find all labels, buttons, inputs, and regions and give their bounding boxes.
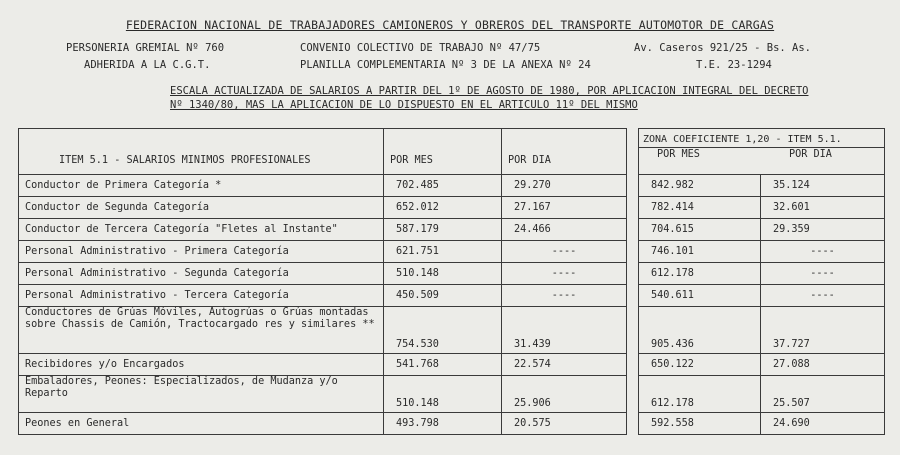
planilla-complementaria: PLANILLA COMPLEMENTARIA Nº 3 DE LA ANEXA Nº 24 — [300, 59, 591, 71]
table-row — [19, 376, 885, 413]
row-zona-por-mes: 746.101 — [639, 241, 761, 263]
table-row — [19, 413, 885, 435]
row-por-mes: 587.179 — [384, 219, 502, 241]
column-gap — [627, 376, 639, 413]
row-por-dia: ---- — [502, 241, 627, 263]
table-row — [19, 307, 885, 354]
row-categoria: Conductor de Primera Categoría * — [19, 175, 384, 197]
header-por-dia: POR DIA — [502, 129, 627, 175]
row-zona-por-dia: 24.690 — [761, 413, 885, 435]
row-categoria: Personal Administrativo - Tercera Categoría — [19, 285, 384, 307]
row-zona-por-mes: 905.436 — [639, 307, 761, 354]
row-categoria: Conductor de Tercera Categoría "Fletes al Instante" — [19, 219, 384, 241]
column-gap — [627, 219, 639, 241]
row-por-dia: 20.575 — [502, 413, 627, 435]
table-row — [19, 354, 885, 376]
row-zona-por-dia: 35.124 — [761, 175, 885, 197]
salary-table — [18, 128, 885, 435]
row-zona-por-mes: 592.558 — [639, 413, 761, 435]
column-gap — [627, 354, 639, 376]
row-zona-por-dia: 25.507 — [761, 376, 885, 413]
escala-line-1: ESCALA ACTUALIZADA DE SALARIOS A PARTIR DEL 1º DE AGOSTO DE 1980, POR APLICACION INTEGRAL DEL DECRETO — [170, 85, 809, 97]
row-por-mes: 493.798 — [384, 413, 502, 435]
header-zona-title: ZONA COEFICIENTE 1,20 - ITEM 5.1. — [643, 134, 842, 145]
column-gap — [627, 285, 639, 307]
table-row — [19, 285, 885, 307]
row-categoria: Conductores de Grúas Móviles, Autogrúas o Grúas montadas sobre Chassis de Camión, Tractocargado res y similares ** — [19, 307, 384, 354]
row-por-mes: 510.148 — [384, 263, 502, 285]
row-por-dia: 25.906 — [502, 376, 627, 413]
escala-heading — [170, 84, 810, 112]
header-zona — [639, 129, 885, 175]
row-zona-por-mes: 540.611 — [639, 285, 761, 307]
row-zona-por-dia: ---- — [761, 263, 885, 285]
row-por-dia: 27.167 — [502, 197, 627, 219]
convenio-colectivo: CONVENIO COLECTIVO DE TRABAJO Nº 47/75 — [300, 42, 541, 54]
document-title: FEDERACION NACIONAL DE TRABAJADORES CAMIONEROS Y OBREROS DEL TRANSPORTE AUTOMOTOR DE CARGAS — [125, 18, 775, 32]
header-zona-por-mes: POR MES — [657, 149, 700, 160]
column-gap — [627, 241, 639, 263]
row-por-dia: 29.270 — [502, 175, 627, 197]
row-zona-por-mes: 704.615 — [639, 219, 761, 241]
row-zona-por-dia: ---- — [761, 285, 885, 307]
table-row — [19, 263, 885, 285]
table-row — [19, 219, 885, 241]
table-row — [19, 241, 885, 263]
row-por-dia: ---- — [502, 285, 627, 307]
table-row — [19, 175, 885, 197]
column-gap — [627, 307, 639, 354]
row-zona-por-dia: 37.727 — [761, 307, 885, 354]
row-categoria: Peones en General — [19, 413, 384, 435]
column-gap — [627, 413, 639, 435]
row-por-mes: 754.530 — [384, 307, 502, 354]
escala-line-2: Nº 1340/80, MAS LA APLICACION DE LO DISPUESTO EN EL ARTICULO 11º DEL MISMO — [170, 99, 638, 111]
row-zona-por-mes: 650.122 — [639, 354, 761, 376]
row-categoria: Conductor de Segunda Categoría — [19, 197, 384, 219]
row-zona-por-mes: 842.982 — [639, 175, 761, 197]
personeria-gremial: PERSONERIA GREMIAL Nº 760 — [66, 42, 225, 54]
row-por-mes: 541.768 — [384, 354, 502, 376]
row-zona-por-dia: 27.088 — [761, 354, 885, 376]
row-categoria: Recibidores y/o Encargados — [19, 354, 384, 376]
row-zona-por-mes: 612.178 — [639, 376, 761, 413]
header-item: ITEM 5.1 - SALARIOS MINIMOS PROFESIONALES — [19, 129, 384, 175]
table-header-row — [19, 129, 885, 175]
address: Av. Caseros 921/25 - Bs. As. — [634, 42, 812, 54]
adherida-cgt: ADHERIDA A LA C.G.T. — [84, 59, 211, 71]
header-por-mes: POR MES — [384, 129, 502, 175]
row-categoria: Personal Administrativo - Primera Categoría — [19, 241, 384, 263]
row-por-mes: 702.485 — [384, 175, 502, 197]
row-categoria: Embaladores, Peones: Especializados, de Mudanza y/o Reparto — [19, 376, 384, 413]
row-por-dia: 31.439 — [502, 307, 627, 354]
telephone: T.E. 23-1294 — [696, 59, 772, 71]
column-gap — [627, 175, 639, 197]
row-por-mes: 621.751 — [384, 241, 502, 263]
row-por-dia: 24.466 — [502, 219, 627, 241]
row-zona-por-dia: 32.601 — [761, 197, 885, 219]
row-por-dia: 22.574 — [502, 354, 627, 376]
row-por-mes: 652.012 — [384, 197, 502, 219]
column-gap — [627, 197, 639, 219]
column-gap — [627, 129, 639, 175]
row-categoria: Personal Administrativo - Segunda Categoría — [19, 263, 384, 285]
row-zona-por-mes: 612.178 — [639, 263, 761, 285]
row-zona-por-dia: ---- — [761, 241, 885, 263]
row-por-mes: 510.148 — [384, 376, 502, 413]
table-row — [19, 197, 885, 219]
header-zona-por-dia: POR DIA — [789, 149, 832, 160]
column-gap — [627, 263, 639, 285]
row-zona-por-dia: 29.359 — [761, 219, 885, 241]
row-por-mes: 450.509 — [384, 285, 502, 307]
table-body — [19, 175, 885, 435]
zone-divider — [639, 147, 884, 148]
row-por-dia: ---- — [502, 263, 627, 285]
row-zona-por-mes: 782.414 — [639, 197, 761, 219]
